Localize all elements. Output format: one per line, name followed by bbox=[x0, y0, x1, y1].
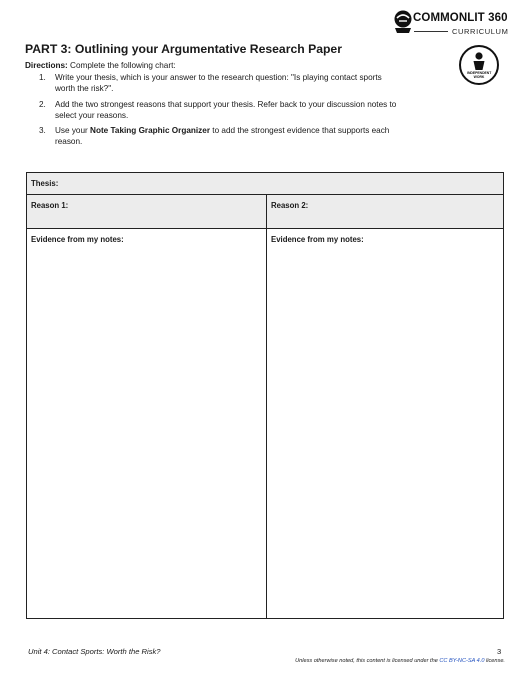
thesis-field[interactable] bbox=[27, 173, 503, 195]
page-number: 3 bbox=[497, 647, 502, 656]
page-title: PART 3: Outlining your Argumentative Research Paper bbox=[25, 42, 342, 56]
outline-chart bbox=[26, 172, 504, 619]
step-text: Write your thesis, which is your answer to the research question: "Is playing contact sports bbox=[55, 73, 382, 82]
step-text: to add the strongest evidence that supports each bbox=[210, 126, 390, 136]
directions-text: Complete the following chart: bbox=[70, 61, 176, 70]
badge-label: INDEPENDENT WORK bbox=[467, 71, 492, 79]
step-item bbox=[25, 99, 445, 122]
step-number: 3. bbox=[39, 126, 46, 136]
reason-1-field[interactable] bbox=[27, 195, 267, 229]
license-suffix: license. bbox=[484, 658, 505, 664]
evidence-1-field[interactable] bbox=[27, 229, 267, 618]
step-text: Use your bbox=[55, 126, 91, 136]
license-text: Unless otherwise noted, this content is licensed under the bbox=[295, 658, 440, 664]
thesis-label: Thesis: bbox=[31, 179, 59, 188]
step-text: worth the risk?". bbox=[55, 84, 114, 94]
step-number: 2. bbox=[39, 99, 46, 109]
step-text: reason. bbox=[55, 137, 83, 147]
directions-steps bbox=[25, 72, 445, 152]
evidence-1-label: Evidence from my notes: bbox=[31, 235, 124, 244]
commonlit-emblem-icon bbox=[392, 8, 414, 36]
commonlit-logo bbox=[392, 8, 512, 40]
step-item bbox=[25, 72, 445, 95]
step-text: Add the two strongest reasons that support your thesis. Refer back to your discussion notes to bbox=[55, 99, 397, 109]
step-item bbox=[25, 125, 445, 148]
step-text: select your reasons. bbox=[55, 110, 129, 120]
reason-2-label: Reason 2: bbox=[271, 201, 309, 210]
license-link[interactable]: CC BY-NC-SA 4.0 bbox=[439, 658, 485, 664]
footer-unit-title: Unit 4: Contact Sports: Worth the Risk? bbox=[28, 647, 161, 656]
directions-label: Directions: bbox=[25, 61, 68, 70]
graphic-organizer-reference: Note Taking Graphic Organizer bbox=[90, 126, 211, 136]
logo-divider bbox=[414, 31, 448, 32]
reason-2-field[interactable] bbox=[267, 195, 503, 229]
independent-work-badge bbox=[459, 45, 499, 85]
evidence-2-field[interactable] bbox=[267, 229, 503, 618]
logo-wordmark: COMMONLIT 360 bbox=[413, 12, 508, 24]
reason-1-label: Reason 1: bbox=[31, 201, 69, 210]
evidence-2-label: Evidence from my notes: bbox=[271, 235, 364, 244]
directions bbox=[25, 61, 176, 70]
step-number: 1. bbox=[39, 73, 46, 82]
logo-subtitle: CURRICULUM bbox=[452, 27, 509, 36]
license-notice bbox=[295, 658, 505, 664]
